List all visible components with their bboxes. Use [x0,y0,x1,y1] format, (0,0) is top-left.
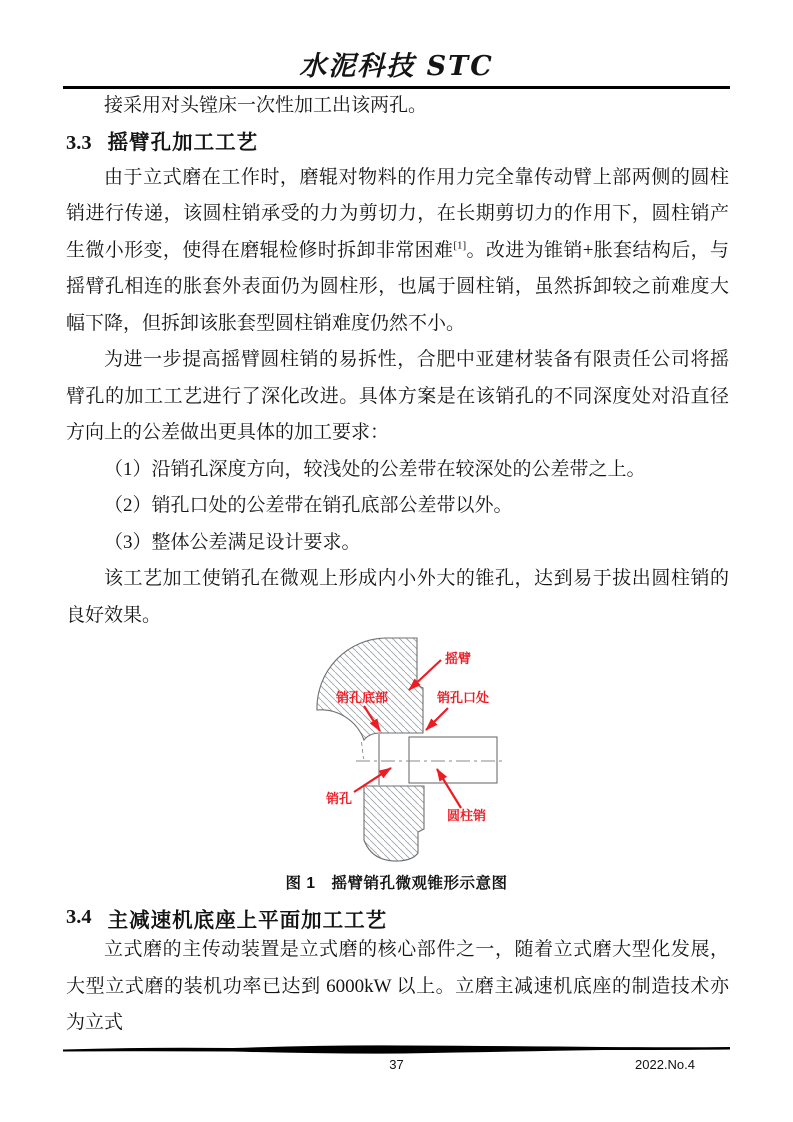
figure-1 [300,630,550,872]
pin-hole-label: 销孔 [326,791,353,806]
page-number: 37 [389,1057,404,1072]
list-item-1: （1）沿销孔深度方向，较浅处的公差带在较深处的公差带之上。 [104,458,646,480]
paragraph-2: 为进一步提高摇臂圆柱销的易拆性，合肥中亚建材装备有限责任公司将摇臂孔的加工工艺进行了深化改进。具体方案是在该销孔的不同深度处对沿直径方向上的公差做出更具体的加工要求： [66,349,729,443]
list-item-3: （3）整体公差满足设计要求。 [104,531,361,553]
journal-title: 水泥科技 STC [299,51,494,82]
cylindrical-pin-label: 圆柱销 [447,808,487,823]
section-3-4-text-block [66,932,729,1042]
reference-superscript: [1] [453,239,467,252]
paragraph-3: 该工艺加工使销孔在微观上形成内小外大的锥孔，达到易于拔出圆柱销的良好效果。 [66,568,729,626]
section-3-4-heading [66,901,729,934]
rocker-arm-label: 摇臂 [445,651,472,666]
hole-bottom-label: 销孔底部 [336,690,389,705]
paragraph-4: 立式磨的主传动装置是立式磨的核心部件之一，随着立式磨大型化发展，大型立式磨的装机功率已达到 6000kW 以上。立磨主减速机底座的制造技术亦为立式 [66,939,729,1033]
section-number: 3.3 [66,131,92,154]
list-item-2: （2）销孔口处的公差带在销孔底部公差带以外。 [104,495,513,516]
section-number: 3.4 [66,906,92,928]
rocker-arm-upper-section [317,638,423,740]
figure-1-drawing [300,630,550,872]
section-title: 摇臂孔加工工艺 [107,130,259,154]
intro-line: 接采用对头镗床一次性加工出该两孔。 [104,95,428,116]
paragraph-1-text-cont: 。改进为锥销+胀套结构后，与摇臂孔相连的胀套外表面仍为圆柱形，也属于圆柱销，虽然拆卸较之前难度大幅下降，但拆卸该胀套型圆柱销难度仍然不小。 [66,239,729,334]
paragraph-1-text: 由于立式磨在工作时，磨辊对物料的作用力完全靠传动臂上部两侧的圆柱销进行传递，该圆柱销承受的力为剪切力，在长期剪切力的作用下，圆柱销产生微小形变，使得在磨辊检修时拆卸非常困难 [66,166,729,261]
cylindrical-pin [409,737,497,783]
section-title: 主减速机底座上平面加工工艺 [107,908,388,932]
rocker-arm-lower-section [364,786,424,861]
paragraph-1 [66,160,729,343]
figure-1-caption: 图 1 摇臂销孔微观锥形示意图 [285,875,508,892]
section-3-3-heading [66,127,729,160]
hole-mouth-arrow [426,708,448,730]
hole-mouth-label: 销孔口处 [437,690,490,705]
footer-rule [63,1044,730,1058]
hidden-line [362,742,364,759]
body-text-block [66,88,729,634]
issue-number: 2022.No.4 [635,1057,695,1072]
